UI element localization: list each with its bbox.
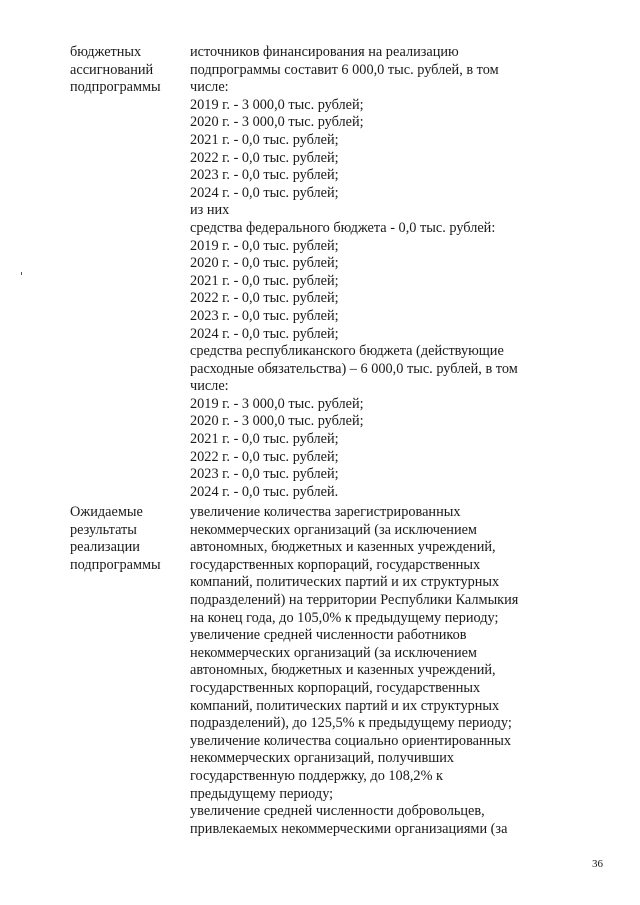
row2-label-line: результаты [70,521,137,538]
row1-value-line: подпрограммы составит 6 000,0 тыс. рублей, в том [190,61,499,78]
row1-value-line: 2023 г. - 0,0 тыс. рублей; [190,307,339,324]
row1-label-line: бюджетных [70,44,142,60]
row2-value-line: привлекаемых некоммерческими организациями (за [190,820,508,837]
row1-value-line: 2021 г. - 0,0 тыс. рублей; [190,272,339,289]
row2-value-line: увеличение количества социально ориентированных [190,732,512,749]
row2-value-line: автономных, бюджетных и казенных учреждений, [190,539,496,556]
row1-value-line: 2023 г. - 0,0 тыс. рублей; [190,466,339,483]
row2-value-line: автономных, бюджетных и казенных учреждений, [190,662,496,679]
row2-value-line: государственную поддержку, до 108,2% к [190,767,444,784]
row2-label [70,504,182,574]
row2-value-line: подразделений), до 125,5% к предыдущему периоду; [190,715,512,732]
row1-value-line: 2021 г. - 0,0 тыс. рублей; [190,431,339,448]
row2-value [190,504,610,838]
row2-value-line: на конец года, до 105,0% к предыдущему периоду; [190,609,499,626]
row1-value-line: из них [190,202,230,219]
row2-value-line: некоммерческих организаций, получивших [190,750,455,767]
row2-value-line: компаний, политических партий и их структурных [190,697,500,714]
row1-value-line: источников финансирования на реализацию [190,44,459,60]
row1-value-line: 2020 г. - 3 000,0 тыс. рублей; [190,413,364,430]
row1-value-line: 2022 г. - 0,0 тыс. рублей; [190,448,339,465]
row2-value-line: увеличение количества зарегистрированных [190,504,461,520]
row2-value-line: подразделений) на территории Республики Калмыкия [190,591,519,608]
row1-value-line: 2023 г. - 0,0 тыс. рублей; [190,167,339,184]
row2-label-line: подпрограммы [70,556,161,573]
row1-value-line: 2020 г. - 3 000,0 тыс. рублей; [190,114,364,131]
row2-label-line: Ожидаемые [70,504,143,520]
row1-value-line: 2024 г. - 0,0 тыс. рублей; [190,184,339,201]
row1-value-line: средства республиканского бюджета (действующие [190,343,504,360]
row2-value-line: государственных корпораций, государственных [190,679,481,696]
row2-value-line: государственных корпораций, государственных [190,556,481,573]
row1-value-line: средства федерального бюджета - 0,0 тыс. рублей: [190,219,496,236]
row1-value-line: 2022 г. - 0,0 тыс. рублей; [190,290,339,307]
row1-value-line: 2022 г. - 0,0 тыс. рублей; [190,149,339,166]
row2-value-line: увеличение средней численности работников [190,627,467,644]
row1-label [70,44,182,97]
row1-value-line: 2024 г. - 0,0 тыс. рублей; [190,325,339,342]
row2-value-line: предыдущему периоду; [190,785,334,802]
row1-value-line: 2019 г. - 0,0 тыс. рублей; [190,237,339,254]
row1-value-line: числе: [190,378,229,395]
row1-value-line: числе: [190,79,229,96]
row1-label-line: подпрограммы [70,79,161,96]
row2-value-line: компаний, политических партий и их структурных [190,574,500,591]
row1-label-line: ассигнований [70,61,154,78]
row2-value-line: некоммерческих организаций (за исключением [190,644,477,661]
scan-speck [21,272,22,275]
row1-value-line: 2024 г. - 0,0 тыс. рублей. [190,483,339,500]
row1-value [190,44,610,501]
row1-value-line: 2019 г. - 3 000,0 тыс. рублей; [190,395,364,412]
row2-label-line: реализации [70,539,140,556]
page-number: 36 [592,858,603,870]
row2-value-line: некоммерческих организаций (за исключением [190,521,477,538]
row2-value-line: увеличение средней численности добровольцев, [190,803,485,820]
row1-value-line: 2020 г. - 0,0 тыс. рублей; [190,255,339,272]
row1-value-line: 2021 г. - 0,0 тыс. рублей; [190,131,339,148]
row1-value-line: 2019 г. - 3 000,0 тыс. рублей; [190,96,364,113]
row1-value-line: расходные обязательства) – 6 000,0 тыс. рублей, в том [190,360,518,377]
